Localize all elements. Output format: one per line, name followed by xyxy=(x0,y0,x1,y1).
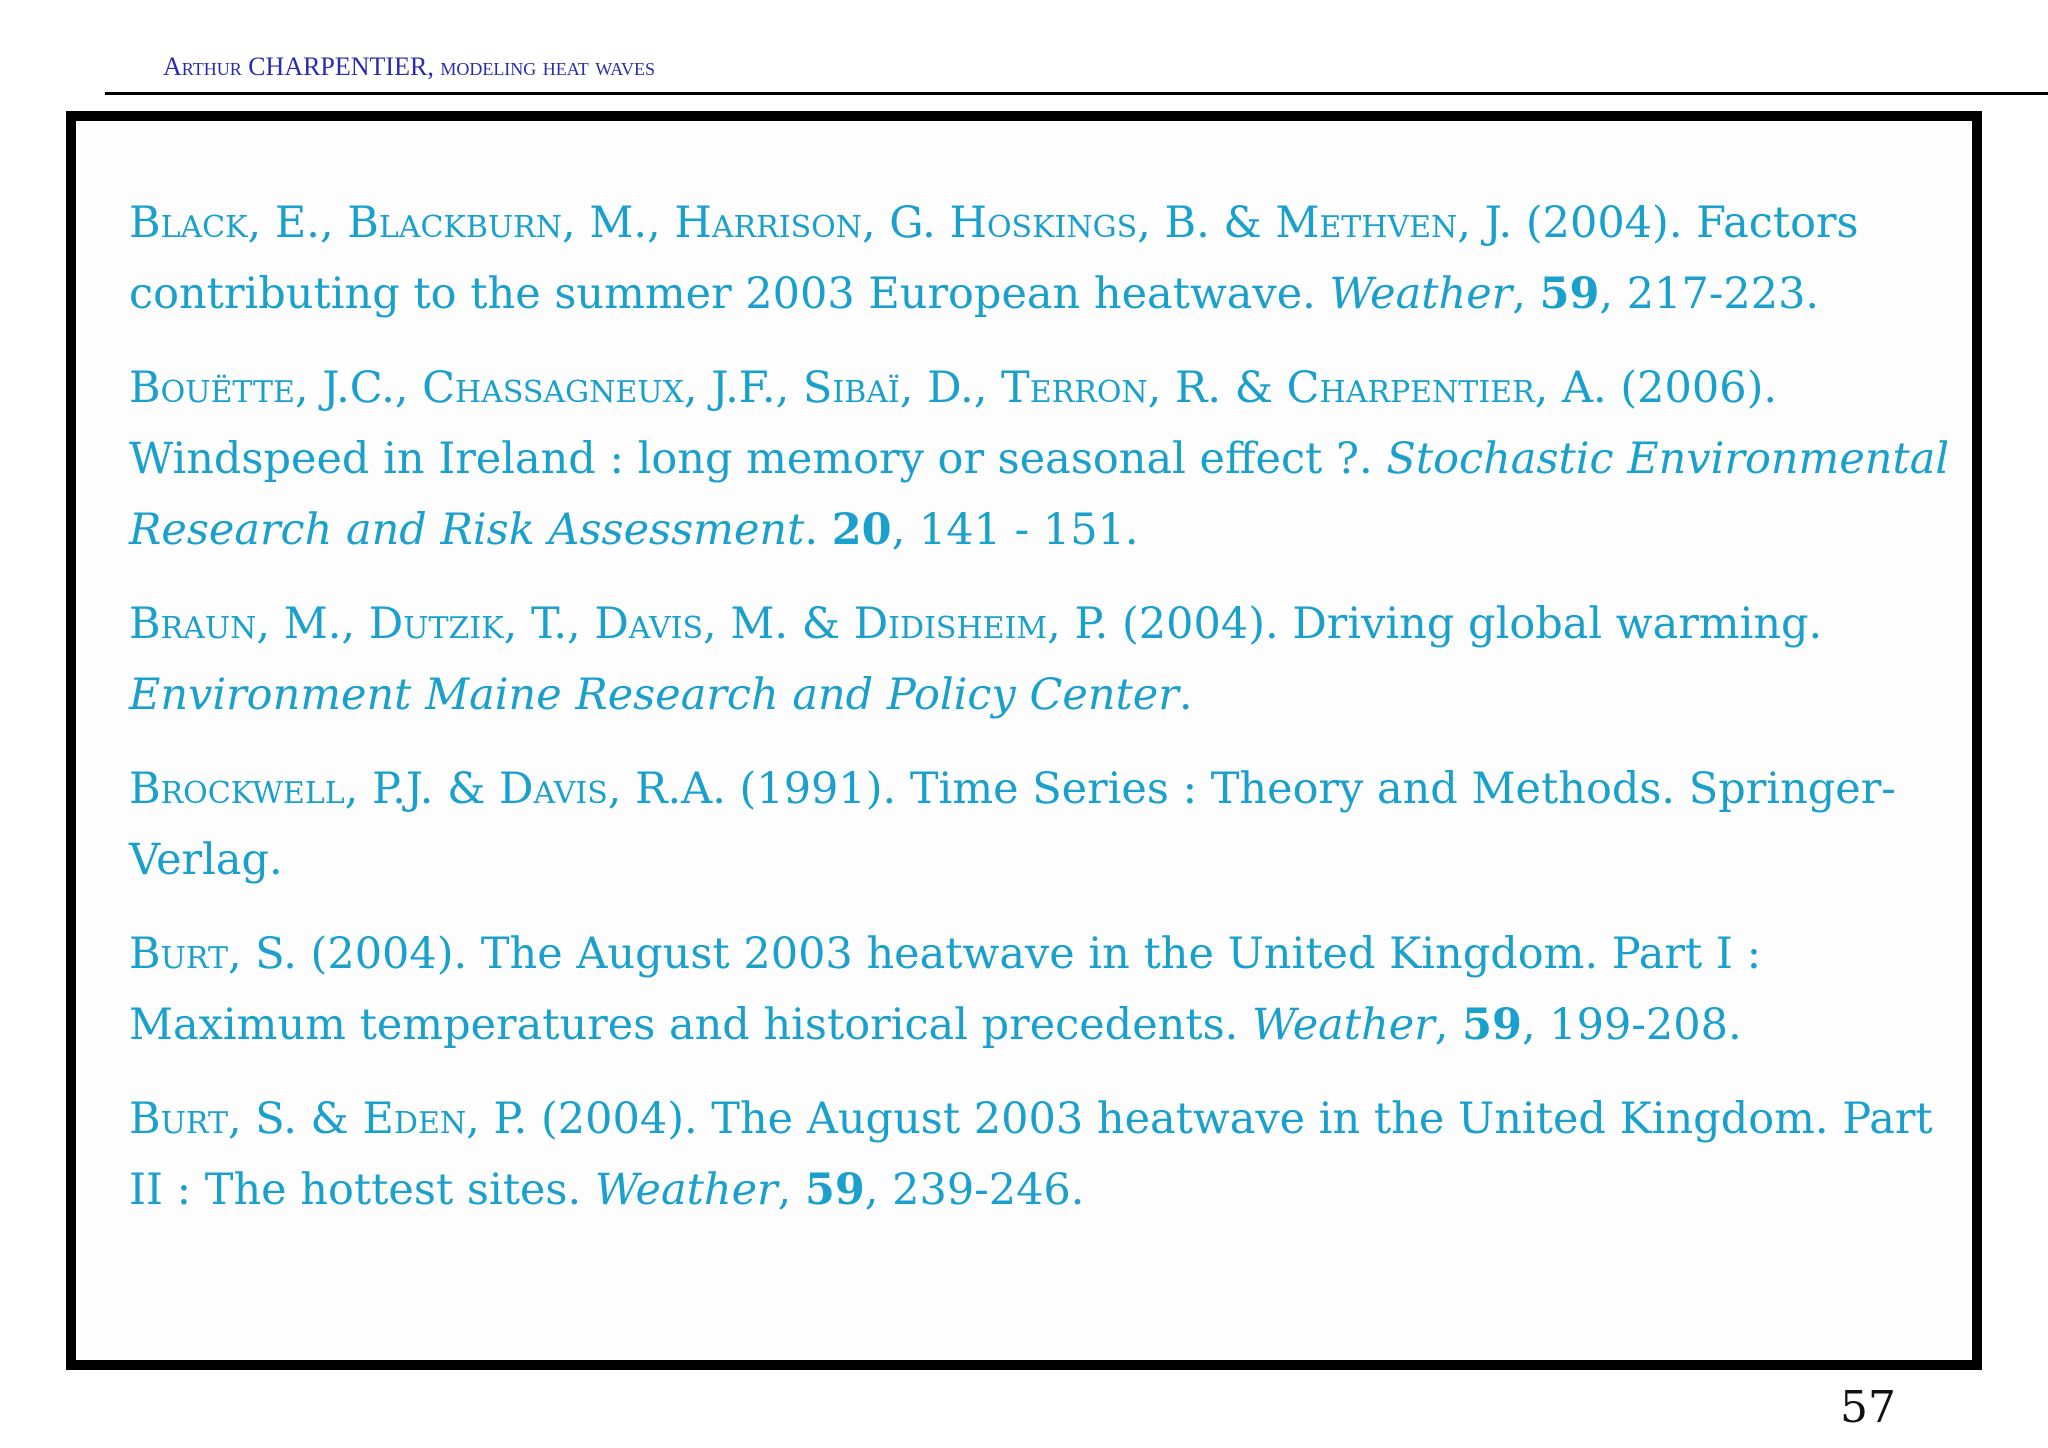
reference-item xyxy=(129,589,1959,731)
reference-details: (2004). Driving global warming. xyxy=(1108,599,1823,649)
reference-details: (2006). Windspeed in Ireland : long memory or seasonal effect ?. xyxy=(129,363,1778,484)
reference-details: (2004). The August 2003 heatwave in the United Kingdom. Part II : The hottest sites. xyxy=(129,1094,1933,1215)
reference-authors: Burt, S. xyxy=(129,929,297,979)
reference-authors: Black, E., Blackburn, M., Harrison, G. Hoskings, B. & Methven, J. xyxy=(129,198,1513,248)
reference-item xyxy=(129,754,1959,896)
reference-item xyxy=(129,353,1959,566)
reference-item xyxy=(129,188,1959,330)
reference-authors: Bouëtte, J.C., Chassagneux, J.F., Sibaï, D., Terron, R. & Charpentier, A. xyxy=(129,363,1607,413)
reference-volume: 59 xyxy=(1539,269,1600,319)
reference-volume: 59 xyxy=(804,1165,865,1215)
reference-separator: . xyxy=(1178,670,1193,720)
slide-header-title: Arthur CHARPENTIER, modeling heat waves xyxy=(163,52,655,81)
reference-list xyxy=(129,188,1959,1249)
reference-details: (2004). Factors contributing to the summer 2003 European heatwave. xyxy=(129,198,1859,319)
reference-journal: Weather xyxy=(594,1165,778,1215)
reference-separator: , xyxy=(1434,1000,1463,1050)
reference-journal: Weather xyxy=(1329,269,1513,319)
reference-pages: , 141 - 151. xyxy=(891,505,1139,555)
header-divider xyxy=(105,92,2048,95)
reference-journal: Stochastic Environmental Research and Risk Assessment xyxy=(129,434,1950,555)
reference-volume: 59 xyxy=(1462,1000,1522,1050)
reference-separator: . xyxy=(804,505,832,555)
reference-details: (2004). The August 2003 heatwave in the United Kingdom. Part I : Maximum temperatures and historical precedents. xyxy=(129,929,1762,1050)
reference-journal: Weather xyxy=(1252,1000,1435,1050)
reference-authors: Brockwell, P.J. & Davis, R.A. xyxy=(129,764,726,814)
page-number: 57 xyxy=(1840,1382,1896,1433)
reference-volume: 20 xyxy=(831,505,892,555)
reference-pages: , 199-208. xyxy=(1521,1000,1742,1050)
reference-authors: Braun, M., Dutzik, T., Davis, M. & Didisheim, P. xyxy=(129,599,1109,649)
reference-authors: Burt, S. & Eden, P. xyxy=(129,1094,528,1144)
reference-pages: , 217-223. xyxy=(1599,269,1820,319)
reference-item xyxy=(129,1084,1959,1226)
reference-separator: , xyxy=(1512,269,1540,319)
reference-separator: , xyxy=(777,1165,805,1215)
reference-details: (1991). Time Series : Theory and Methods. Springer-Verlag. xyxy=(129,764,1896,885)
reference-item xyxy=(129,919,1959,1061)
reference-pages: , 239-246. xyxy=(864,1165,1085,1215)
reference-journal: Environment Maine Research and Policy Center xyxy=(129,670,1179,720)
